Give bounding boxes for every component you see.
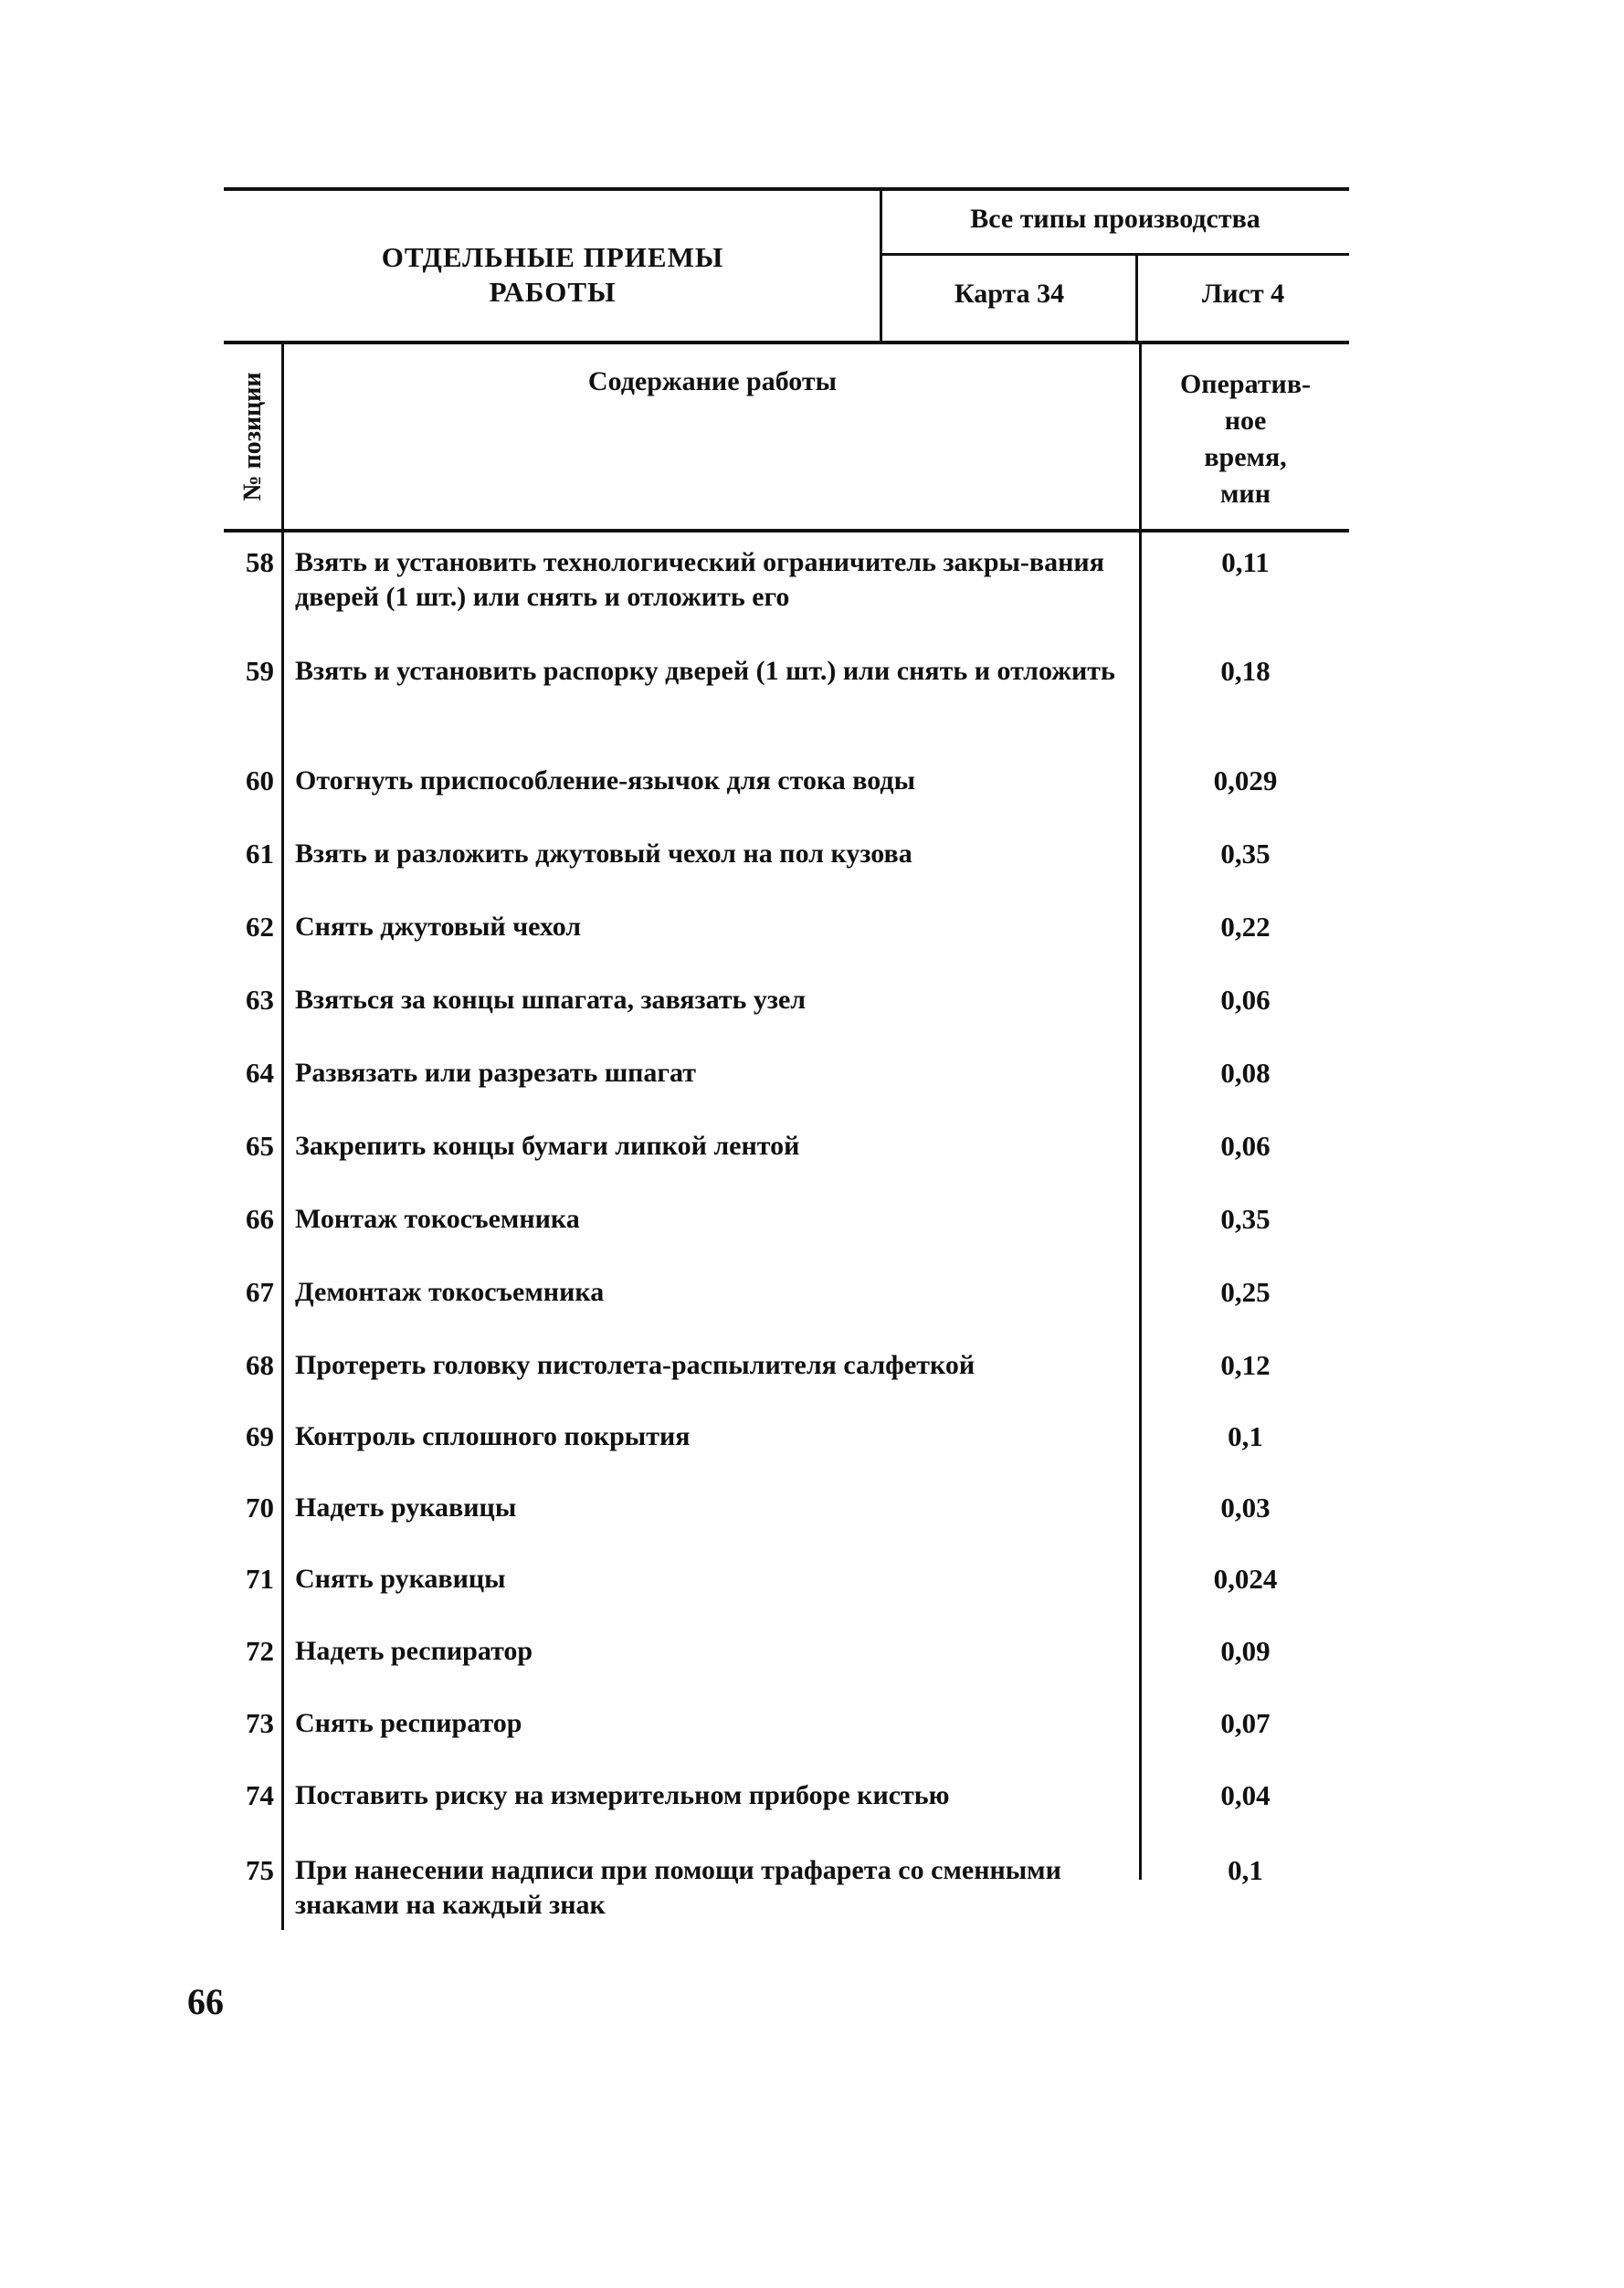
row-time: 0,18 (1220, 655, 1271, 687)
row-time: 0,04 (1220, 1779, 1271, 1811)
title-line-2: РАБОТЫ (489, 276, 617, 308)
row-content: Протереть головку пистолета-распылителя салфеткой (295, 1350, 975, 1380)
row-time: 0,029 (1213, 764, 1278, 796)
row-time: 0,11 (1221, 546, 1270, 578)
row-content: Взять и разложить джутовый чехол на пол кузова (295, 838, 912, 869)
row-time: 0,07 (1220, 1707, 1271, 1739)
row-position: 61 (246, 838, 274, 870)
row-position: 64 (246, 1057, 274, 1089)
time-header-line-4: мин (1219, 479, 1271, 509)
row-content: Отогнуть приспособление-язычок для стока воды (295, 765, 915, 796)
row-time: 0,35 (1220, 1203, 1271, 1235)
document-title (224, 240, 881, 310)
column-header (224, 341, 1349, 532)
colhead-top-rule (224, 341, 1349, 344)
time-header-line-2: ное (1224, 406, 1267, 436)
row-content: Снять джутовый чехол (295, 912, 582, 942)
row-time: 0,35 (1220, 838, 1271, 870)
row-time: 0,08 (1220, 1057, 1271, 1089)
row-position: 65 (246, 1130, 274, 1162)
row-time: 0,06 (1220, 984, 1271, 1016)
row-time: 0,09 (1220, 1635, 1271, 1667)
row-content: Взять и установить технологический ограничитель закры-вания дверей (1 шт.) или снять и отложить его (295, 547, 1104, 612)
row-position: 70 (246, 1492, 274, 1524)
time-column-header (1142, 366, 1349, 512)
row-time: 0,1 (1228, 1420, 1263, 1452)
row-position: 66 (246, 1203, 274, 1235)
row-position: 59 (246, 655, 274, 687)
row-position: 68 (246, 1349, 274, 1381)
row-content: Снять респиратор (295, 1708, 522, 1738)
row-time: 0,06 (1220, 1130, 1271, 1162)
header-top-rule (224, 187, 1349, 191)
row-content: Контроль сплошного покрытия (295, 1421, 691, 1451)
row-content: Развязать или разрезать шпагат (295, 1058, 697, 1088)
time-header-line-3: время, (1204, 442, 1287, 472)
content-column-header: Содержание работы (587, 366, 838, 396)
row-content: Надеть рукавицы (295, 1492, 517, 1523)
row-position: 73 (246, 1707, 274, 1739)
row-position: 72 (246, 1635, 274, 1667)
row-time: 0,12 (1220, 1349, 1271, 1381)
row-content: При нанесении надписи при помощи трафарета со сменными знаками на каждый знак (295, 1855, 1061, 1920)
production-types: Все типы производства (970, 204, 1260, 234)
row-position: 74 (246, 1779, 274, 1811)
card-number: Карта 34 (954, 279, 1065, 309)
row-time: 0,03 (1220, 1492, 1271, 1524)
title-line-1: ОТДЕЛЬНЫЕ ПРИЕМЫ (381, 241, 724, 273)
sheet-number: Лист 4 (1201, 279, 1285, 309)
row-time: 0,1 (1228, 1854, 1263, 1886)
row-time: 0,25 (1220, 1276, 1271, 1308)
row-position: 69 (246, 1420, 274, 1452)
page-number: 66 (187, 1981, 224, 2022)
position-header-label: № позиции (238, 372, 267, 501)
row-position: 71 (246, 1563, 274, 1595)
row-position: 63 (246, 984, 274, 1016)
body-divider-1 (281, 532, 284, 1930)
time-header-line-1: Оператив- (1179, 369, 1312, 399)
row-content: Взять и установить распорку дверей (1 шт.) или снять и отложить (295, 656, 1115, 686)
row-content: Снять рукавицы (295, 1564, 506, 1594)
row-content: Надеть респиратор (295, 1636, 533, 1666)
work-table-body (224, 532, 1349, 1930)
header-block (224, 187, 1349, 341)
row-position: 67 (246, 1276, 274, 1308)
position-column-header (224, 341, 283, 532)
row-position: 58 (246, 546, 274, 578)
row-position: 75 (246, 1854, 274, 1886)
row-content: Закрепить концы бумаги липкой лентой (295, 1131, 800, 1161)
header-mid-rule (880, 253, 1349, 256)
row-time: 0,22 (1220, 911, 1271, 943)
row-content: Монтаж токосъемника (295, 1204, 580, 1234)
row-position: 62 (246, 911, 274, 943)
row-time: 0,024 (1213, 1563, 1278, 1595)
row-content: Поставить риску на измерительном приборе кистью (295, 1780, 950, 1810)
row-position: 60 (246, 764, 274, 796)
row-content: Демонтаж токосъемника (295, 1277, 605, 1307)
row-content: Взяться за концы шпагата, завязать узел (295, 985, 807, 1015)
